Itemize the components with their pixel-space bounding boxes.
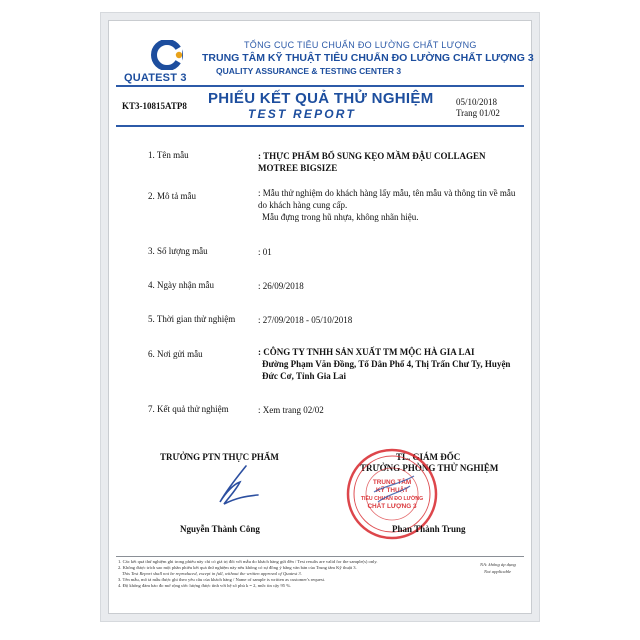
right-signatory-title-1: TL. GIÁM ĐỐC	[396, 452, 461, 462]
report-date: 05/10/2018	[456, 97, 498, 107]
left-signatory-name: Nguyễn Thành Công	[180, 524, 260, 534]
right-signatory-title-2: TRƯỞNG PHÒNG THỬ NGHIỆM	[360, 463, 499, 473]
field-label-test-period: 5. Thời gian thử nghiệm	[148, 314, 236, 324]
footer-note-4: 3. Tên mẫu, mô tả mẫu được ghi theo yêu cầu của khách hàng / Name of sample is written as customer's request.	[118, 577, 326, 582]
field-value-sample-container: Mẫu đựng trong hũ nhựa, không nhãn hiệu.	[262, 212, 419, 222]
field-label-test-result: 7. Kết quả thử nghiệm	[148, 404, 229, 414]
report-number: KT3-10815ATP8	[122, 101, 187, 111]
quatest-logo-icon	[150, 40, 186, 70]
field-value-quantity: : 01	[258, 247, 272, 257]
field-label-quantity: 3. Số lượng mẫu	[148, 246, 208, 256]
field-value-sample-description: : Mẫu thử nghiệm do khách hàng lấy mẫu, tên mẫu và thông tin về mẫu do khách hàng cung cấp.	[258, 188, 516, 210]
center-name-en: QUALITY ASSURANCE & TESTING CENTER 3	[216, 66, 402, 76]
svg-text:TIÊU CHUẨN ĐO LƯỜNG: TIÊU CHUẨN ĐO LƯỜNG	[360, 496, 424, 502]
field-value-test-period: : 27/09/2018 - 05/10/2018	[258, 315, 353, 325]
footer-na-en: Not applicable	[484, 569, 512, 574]
svg-text:KỸ THUẬT: KỸ THUẬT	[375, 487, 409, 494]
footer-na-vn: NA: không áp dụng	[480, 562, 516, 567]
center-name-vn: TRUNG TÂM KỸ THUẬT TIÊU CHUẨN ĐO LƯỜNG CHẤT LƯỢNG 3	[202, 52, 534, 64]
logo-wordmark: QUATEST 3	[124, 72, 187, 84]
left-signatory-title: TRƯỞNG PTN THỰC PHẨM	[160, 452, 279, 462]
footer-note-5: 4. Độ không đảm bảo đo mở rộng ước lượng được tính với hệ số phủ k = 2, mức tin cậy 95 %.	[118, 583, 292, 588]
report-title-vn: PHIẾU KẾT QUẢ THỬ NGHIỆM	[208, 90, 434, 107]
footer-note-1: 1. Các kết quả thử nghiệm ghi trong phiếu này chỉ có giá trị đối với mẫu do khách hàng gửi đến / Test results are valid for the sample(s) only.	[118, 559, 378, 564]
header-divider-bottom	[116, 125, 524, 127]
field-label-sample-name: 1. Tên mẫu	[148, 150, 189, 160]
field-label-sample-description: 2. Mô tả mẫu	[148, 191, 196, 201]
field-value-sender-company: : CÔNG TY TNHH SẢN XUẤT TM MỘC HÀ GIA LAI	[258, 347, 475, 357]
svg-text:TRUNG TÂM: TRUNG TÂM	[372, 479, 412, 486]
right-signatory-name: Phan Thành Trung	[392, 524, 466, 534]
page-number: Trang 01/02	[456, 108, 500, 118]
field-value-sender-address: Đường Phạm Văn Đồng, Tổ Dân Phố 4, Thị Trấn Chư Ty, Huyện Đức Cơ, Tỉnh Gia Lai	[262, 359, 511, 381]
svg-text:CHẤT LƯỢNG 3: CHẤT LƯỢNG 3	[367, 503, 417, 510]
field-value-received-date: : 26/09/2018	[258, 281, 304, 291]
field-label-sender: 6. Nơi gửi mẫu	[148, 349, 203, 359]
field-value-test-result: : Xem trang 02/02	[258, 405, 324, 415]
agency-name: TỔNG CỤC TIÊU CHUẨN ĐO LƯỜNG CHẤT LƯỢNG	[244, 40, 477, 50]
field-value-sample-name: : THỰC PHẨM BỔ SUNG KẸO MẦM ĐẬU COLLAGEN MOTREE BIGSIZE	[258, 151, 486, 173]
footer-note-3: This Test Report shall not be reproduced, except in full, without the written approval of Quatest 3.	[122, 571, 302, 576]
field-label-received-date: 4. Ngày nhận mẫu	[148, 280, 214, 290]
footer-divider	[116, 556, 524, 557]
header-divider-top	[116, 85, 524, 87]
report-title-en: TEST REPORT	[248, 107, 356, 121]
handwritten-signature-icon	[206, 462, 266, 510]
footer-note-2: 2. Không được trích sao một phần phiếu kết quả thử nghiệm này nếu không có sự đồng ý bằng văn bản của Trung tâm Kỹ thuật 3.	[118, 565, 357, 570]
